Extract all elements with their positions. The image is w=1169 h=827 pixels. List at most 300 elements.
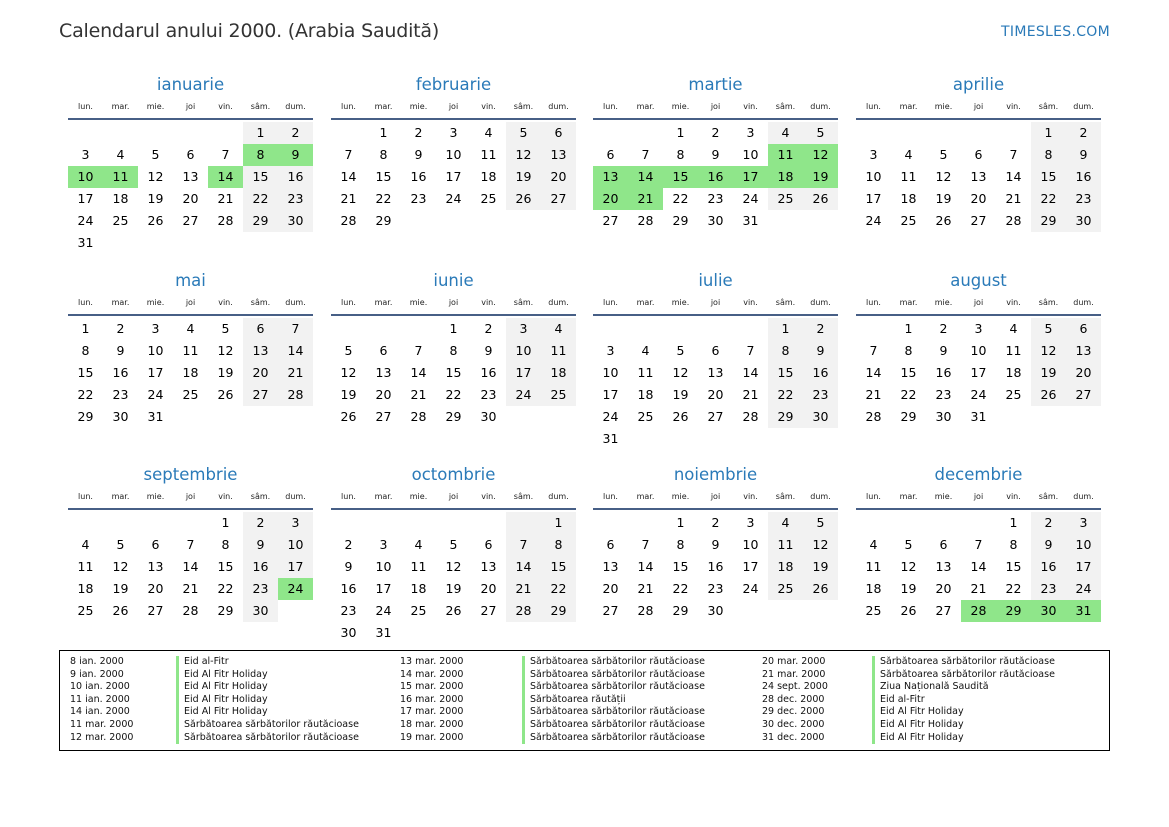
- day-cell[interactable]: 3: [746, 125, 755, 140]
- day-cell[interactable]: 19: [340, 387, 357, 402]
- day-cell[interactable]: 5: [803, 122, 838, 144]
- day-cell[interactable]: 14: [1005, 169, 1022, 184]
- day-cell[interactable]: 24: [865, 213, 882, 228]
- day-cell[interactable]: 3: [746, 515, 755, 530]
- day-cell[interactable]: 16: [707, 559, 724, 574]
- day-cell[interactable]: 31: [1066, 600, 1101, 622]
- day-cell[interactable]: 8: [449, 343, 458, 358]
- day-cell[interactable]: 28: [865, 409, 882, 424]
- day-cell[interactable]: 7: [186, 537, 195, 552]
- day-cell[interactable]: 15: [77, 365, 94, 380]
- day-cell[interactable]: 29: [445, 409, 462, 424]
- day-cell[interactable]: 28: [742, 409, 759, 424]
- day-cell[interactable]: 21: [970, 581, 987, 596]
- day-cell[interactable]: 8: [81, 343, 90, 358]
- day-cell[interactable]: 11: [77, 559, 94, 574]
- day-cell[interactable]: 4: [768, 122, 803, 144]
- day-cell[interactable]: 14: [742, 365, 759, 380]
- day-cell[interactable]: 29: [243, 210, 278, 232]
- day-cell[interactable]: 3: [869, 147, 878, 162]
- day-cell[interactable]: 27: [970, 213, 987, 228]
- day-cell[interactable]: 1: [243, 122, 278, 144]
- day-cell[interactable]: 18: [865, 581, 882, 596]
- day-cell[interactable]: 26: [217, 387, 234, 402]
- day-cell[interactable]: 22: [243, 188, 278, 210]
- day-cell[interactable]: 11: [865, 559, 882, 574]
- day-cell[interactable]: 11: [182, 343, 199, 358]
- day-cell[interactable]: 6: [541, 122, 576, 144]
- day-cell[interactable]: 9: [344, 559, 353, 574]
- day-cell[interactable]: 17: [602, 387, 619, 402]
- day-cell[interactable]: 9: [116, 343, 125, 358]
- day-cell[interactable]: 3: [278, 512, 313, 534]
- day-cell[interactable]: 18: [637, 387, 654, 402]
- day-cell[interactable]: 31: [375, 625, 392, 640]
- day-cell[interactable]: 5: [344, 343, 353, 358]
- day-cell[interactable]: 8: [1031, 144, 1066, 166]
- day-cell[interactable]: 9: [711, 147, 720, 162]
- day-cell[interactable]: 3: [606, 343, 615, 358]
- day-cell[interactable]: 20: [375, 387, 392, 402]
- day-cell[interactable]: 15: [768, 362, 803, 384]
- day-cell[interactable]: 21: [340, 191, 357, 206]
- day-cell[interactable]: 3: [974, 321, 983, 336]
- day-cell[interactable]: 27: [375, 409, 392, 424]
- day-cell[interactable]: 2: [484, 321, 493, 336]
- day-cell[interactable]: 8: [541, 534, 576, 556]
- day-cell[interactable]: 2: [711, 125, 720, 140]
- day-cell[interactable]: 8: [676, 147, 685, 162]
- day-cell[interactable]: 16: [278, 166, 313, 188]
- day-cell[interactable]: 11: [541, 340, 576, 362]
- day-cell[interactable]: 12: [803, 534, 838, 556]
- day-cell[interactable]: 7: [278, 318, 313, 340]
- day-cell[interactable]: 3: [81, 147, 90, 162]
- day-cell[interactable]: 6: [1066, 318, 1101, 340]
- day-cell[interactable]: 7: [746, 343, 755, 358]
- day-cell[interactable]: 4: [484, 125, 493, 140]
- day-cell[interactable]: 28: [278, 384, 313, 406]
- day-cell[interactable]: 15: [445, 365, 462, 380]
- day-cell[interactable]: 22: [445, 387, 462, 402]
- day-cell[interactable]: 17: [742, 559, 759, 574]
- day-cell[interactable]: 17: [147, 365, 164, 380]
- day-cell[interactable]: 9: [278, 144, 313, 166]
- day-cell[interactable]: 16: [803, 362, 838, 384]
- day-cell[interactable]: 29: [1031, 210, 1066, 232]
- day-cell[interactable]: 7: [221, 147, 230, 162]
- day-cell[interactable]: 14: [970, 559, 987, 574]
- day-cell[interactable]: 11: [103, 166, 138, 188]
- day-cell[interactable]: 10: [506, 340, 541, 362]
- day-cell[interactable]: 4: [541, 318, 576, 340]
- day-cell[interactable]: 11: [768, 144, 803, 166]
- day-cell[interactable]: 2: [803, 318, 838, 340]
- day-cell[interactable]: 9: [939, 343, 948, 358]
- day-cell[interactable]: 8: [904, 343, 913, 358]
- day-cell[interactable]: 27: [602, 603, 619, 618]
- day-cell[interactable]: 29: [541, 600, 576, 622]
- day-cell[interactable]: 15: [900, 365, 917, 380]
- day-cell[interactable]: 20: [970, 191, 987, 206]
- day-cell[interactable]: 25: [541, 384, 576, 406]
- day-cell[interactable]: 13: [182, 169, 199, 184]
- day-cell[interactable]: 29: [768, 406, 803, 428]
- day-cell[interactable]: 20: [593, 188, 628, 210]
- day-cell[interactable]: 23: [243, 578, 278, 600]
- day-cell[interactable]: 24: [742, 191, 759, 206]
- day-cell[interactable]: 28: [340, 213, 357, 228]
- day-cell[interactable]: 10: [1066, 534, 1101, 556]
- day-cell[interactable]: 22: [1005, 581, 1022, 596]
- day-cell[interactable]: 13: [970, 169, 987, 184]
- day-cell[interactable]: 25: [1005, 387, 1022, 402]
- day-cell[interactable]: 12: [147, 169, 164, 184]
- day-cell[interactable]: 21: [1005, 191, 1022, 206]
- day-cell[interactable]: 17: [506, 362, 541, 384]
- day-cell[interactable]: 4: [116, 147, 125, 162]
- day-cell[interactable]: 14: [182, 559, 199, 574]
- day-cell[interactable]: 2: [243, 512, 278, 534]
- day-cell[interactable]: 23: [1066, 188, 1101, 210]
- day-cell[interactable]: 14: [506, 556, 541, 578]
- day-cell[interactable]: 24: [506, 384, 541, 406]
- day-cell[interactable]: 14: [340, 169, 357, 184]
- day-cell[interactable]: 19: [900, 581, 917, 596]
- day-cell[interactable]: 23: [480, 387, 497, 402]
- day-cell[interactable]: 15: [243, 166, 278, 188]
- day-cell[interactable]: 1: [81, 321, 90, 336]
- day-cell[interactable]: 21: [278, 362, 313, 384]
- day-cell[interactable]: 18: [1005, 365, 1022, 380]
- day-cell[interactable]: 4: [869, 537, 878, 552]
- day-cell[interactable]: 24: [742, 581, 759, 596]
- day-cell[interactable]: 10: [68, 166, 103, 188]
- day-cell[interactable]: 23: [278, 188, 313, 210]
- day-cell[interactable]: 28: [506, 600, 541, 622]
- day-cell[interactable]: 8: [1009, 537, 1018, 552]
- day-cell[interactable]: 13: [375, 365, 392, 380]
- day-cell[interactable]: 13: [541, 144, 576, 166]
- day-cell[interactable]: 16: [410, 169, 427, 184]
- day-cell[interactable]: 18: [480, 169, 497, 184]
- day-cell[interactable]: 5: [116, 537, 125, 552]
- day-cell[interactable]: 26: [1031, 384, 1066, 406]
- day-cell[interactable]: 25: [77, 603, 94, 618]
- day-cell[interactable]: 13: [707, 365, 724, 380]
- day-cell[interactable]: 15: [375, 169, 392, 184]
- day-cell[interactable]: 1: [449, 321, 458, 336]
- day-cell[interactable]: 6: [606, 537, 615, 552]
- day-cell[interactable]: 16: [935, 365, 952, 380]
- day-cell[interactable]: 14: [865, 365, 882, 380]
- day-cell[interactable]: 24: [1066, 578, 1101, 600]
- day-cell[interactable]: 5: [803, 512, 838, 534]
- day-cell[interactable]: 4: [768, 512, 803, 534]
- day-cell[interactable]: 26: [506, 188, 541, 210]
- day-cell[interactable]: 21: [865, 387, 882, 402]
- day-cell[interactable]: 16: [1031, 556, 1066, 578]
- day-cell[interactable]: 22: [375, 191, 392, 206]
- day-cell[interactable]: 16: [698, 166, 733, 188]
- day-cell[interactable]: 28: [961, 600, 996, 622]
- day-cell[interactable]: 27: [707, 409, 724, 424]
- day-cell[interactable]: 6: [186, 147, 195, 162]
- day-cell[interactable]: 26: [803, 578, 838, 600]
- day-cell[interactable]: 6: [939, 537, 948, 552]
- day-cell[interactable]: 29: [900, 409, 917, 424]
- day-cell[interactable]: 23: [112, 387, 129, 402]
- day-cell[interactable]: 24: [445, 191, 462, 206]
- day-cell[interactable]: 25: [112, 213, 129, 228]
- day-cell[interactable]: 23: [1031, 578, 1066, 600]
- day-cell[interactable]: 7: [869, 343, 878, 358]
- day-cell[interactable]: 30: [340, 625, 357, 640]
- day-cell[interactable]: 7: [344, 147, 353, 162]
- day-cell[interactable]: 26: [147, 213, 164, 228]
- day-cell[interactable]: 2: [1031, 512, 1066, 534]
- day-cell[interactable]: 3: [379, 537, 388, 552]
- day-cell[interactable]: 29: [217, 603, 234, 618]
- day-cell[interactable]: 22: [77, 387, 94, 402]
- day-cell[interactable]: 23: [410, 191, 427, 206]
- day-cell[interactable]: 27: [1066, 384, 1101, 406]
- day-cell[interactable]: 29: [375, 213, 392, 228]
- day-cell[interactable]: 19: [935, 191, 952, 206]
- day-cell[interactable]: 4: [414, 537, 423, 552]
- day-cell[interactable]: 1: [379, 125, 388, 140]
- day-cell[interactable]: 12: [1031, 340, 1066, 362]
- day-cell[interactable]: 30: [803, 406, 838, 428]
- day-cell[interactable]: 9: [484, 343, 493, 358]
- day-cell[interactable]: 3: [1066, 512, 1101, 534]
- day-cell[interactable]: 2: [278, 122, 313, 144]
- day-cell[interactable]: 10: [375, 559, 392, 574]
- day-cell[interactable]: 26: [672, 409, 689, 424]
- day-cell[interactable]: 1: [221, 515, 230, 530]
- day-cell[interactable]: 28: [1005, 213, 1022, 228]
- day-cell[interactable]: 26: [112, 603, 129, 618]
- day-cell[interactable]: 21: [742, 387, 759, 402]
- day-cell[interactable]: 30: [243, 600, 278, 622]
- day-cell[interactable]: 8: [676, 537, 685, 552]
- day-cell[interactable]: 25: [865, 603, 882, 618]
- day-cell[interactable]: 18: [77, 581, 94, 596]
- day-cell[interactable]: 6: [606, 147, 615, 162]
- day-cell[interactable]: 27: [182, 213, 199, 228]
- day-cell[interactable]: 6: [974, 147, 983, 162]
- day-cell[interactable]: 7: [974, 537, 983, 552]
- day-cell[interactable]: 19: [506, 166, 541, 188]
- day-cell[interactable]: 30: [1066, 210, 1101, 232]
- day-cell[interactable]: 25: [768, 188, 803, 210]
- day-cell[interactable]: 4: [81, 537, 90, 552]
- day-cell[interactable]: 19: [672, 387, 689, 402]
- day-cell[interactable]: 11: [768, 534, 803, 556]
- day-cell[interactable]: 30: [278, 210, 313, 232]
- day-cell[interactable]: 11: [480, 147, 497, 162]
- day-cell[interactable]: 1: [768, 318, 803, 340]
- day-cell[interactable]: 6: [484, 537, 493, 552]
- day-cell[interactable]: 1: [1031, 122, 1066, 144]
- day-cell[interactable]: 20: [935, 581, 952, 596]
- day-cell[interactable]: 12: [935, 169, 952, 184]
- day-cell[interactable]: 18: [410, 581, 427, 596]
- day-cell[interactable]: 27: [935, 603, 952, 618]
- day-cell[interactable]: 12: [803, 144, 838, 166]
- day-cell[interactable]: 12: [112, 559, 129, 574]
- brand-link[interactable]: TIMESLES.COM: [1001, 24, 1110, 40]
- day-cell[interactable]: 15: [672, 559, 689, 574]
- day-cell[interactable]: 29: [672, 213, 689, 228]
- day-cell[interactable]: 4: [186, 321, 195, 336]
- day-cell[interactable]: 12: [672, 365, 689, 380]
- day-cell[interactable]: 23: [340, 603, 357, 618]
- day-cell[interactable]: 24: [375, 603, 392, 618]
- day-cell[interactable]: 2: [1066, 122, 1101, 144]
- day-cell[interactable]: 12: [506, 144, 541, 166]
- day-cell[interactable]: 5: [221, 321, 230, 336]
- day-cell[interactable]: 23: [935, 387, 952, 402]
- day-cell[interactable]: 21: [637, 581, 654, 596]
- day-cell[interactable]: 20: [147, 581, 164, 596]
- day-cell[interactable]: 10: [147, 343, 164, 358]
- day-cell[interactable]: 7: [641, 147, 650, 162]
- day-cell[interactable]: 30: [480, 409, 497, 424]
- day-cell[interactable]: 5: [151, 147, 160, 162]
- day-cell[interactable]: 26: [445, 603, 462, 618]
- day-cell[interactable]: 25: [768, 578, 803, 600]
- day-cell[interactable]: 29: [996, 600, 1031, 622]
- day-cell[interactable]: 7: [641, 537, 650, 552]
- day-cell[interactable]: 17: [278, 556, 313, 578]
- day-cell[interactable]: 3: [506, 318, 541, 340]
- day-cell[interactable]: 15: [1005, 559, 1022, 574]
- day-cell[interactable]: 25: [410, 603, 427, 618]
- day-cell[interactable]: 30: [1031, 600, 1066, 622]
- day-cell[interactable]: 8: [379, 147, 388, 162]
- day-cell[interactable]: 8: [243, 144, 278, 166]
- day-cell[interactable]: 17: [445, 169, 462, 184]
- day-cell[interactable]: 7: [506, 534, 541, 556]
- day-cell[interactable]: 10: [742, 537, 759, 552]
- day-cell[interactable]: 2: [711, 515, 720, 530]
- day-cell[interactable]: 13: [602, 559, 619, 574]
- day-cell[interactable]: 28: [637, 603, 654, 618]
- day-cell[interactable]: 26: [803, 188, 838, 210]
- day-cell[interactable]: 19: [1031, 362, 1066, 384]
- day-cell[interactable]: 1: [904, 321, 913, 336]
- day-cell[interactable]: 19: [445, 581, 462, 596]
- day-cell[interactable]: 24: [77, 213, 94, 228]
- day-cell[interactable]: 10: [742, 147, 759, 162]
- day-cell[interactable]: 12: [900, 559, 917, 574]
- day-cell[interactable]: 8: [768, 340, 803, 362]
- day-cell[interactable]: 7: [1009, 147, 1018, 162]
- day-cell[interactable]: 9: [711, 537, 720, 552]
- day-cell[interactable]: 1: [541, 512, 576, 534]
- day-cell[interactable]: 22: [900, 387, 917, 402]
- day-cell[interactable]: 10: [865, 169, 882, 184]
- day-cell[interactable]: 18: [768, 166, 803, 188]
- day-cell[interactable]: 22: [217, 581, 234, 596]
- day-cell[interactable]: 26: [340, 409, 357, 424]
- day-cell[interactable]: 20: [1066, 362, 1101, 384]
- day-cell[interactable]: 17: [1066, 556, 1101, 578]
- day-cell[interactable]: 30: [707, 603, 724, 618]
- day-cell[interactable]: 19: [147, 191, 164, 206]
- day-cell[interactable]: 20: [182, 191, 199, 206]
- day-cell[interactable]: 19: [217, 365, 234, 380]
- day-cell[interactable]: 1: [1009, 515, 1018, 530]
- day-cell[interactable]: 21: [182, 581, 199, 596]
- day-cell[interactable]: 25: [480, 191, 497, 206]
- day-cell[interactable]: 16: [480, 365, 497, 380]
- day-cell[interactable]: 17: [375, 581, 392, 596]
- day-cell[interactable]: 13: [243, 340, 278, 362]
- day-cell[interactable]: 1: [676, 125, 685, 140]
- day-cell[interactable]: 24: [278, 578, 313, 600]
- day-cell[interactable]: 26: [935, 213, 952, 228]
- day-cell[interactable]: 20: [541, 166, 576, 188]
- day-cell[interactable]: 13: [147, 559, 164, 574]
- day-cell[interactable]: 5: [449, 537, 458, 552]
- day-cell[interactable]: 15: [217, 559, 234, 574]
- day-cell[interactable]: 25: [637, 409, 654, 424]
- day-cell[interactable]: 29: [672, 603, 689, 618]
- day-cell[interactable]: 20: [480, 581, 497, 596]
- day-cell[interactable]: 27: [541, 188, 576, 210]
- day-cell[interactable]: 12: [340, 365, 357, 380]
- day-cell[interactable]: 31: [602, 431, 619, 446]
- day-cell[interactable]: 4: [1009, 321, 1018, 336]
- day-cell[interactable]: 19: [803, 556, 838, 578]
- day-cell[interactable]: 24: [147, 387, 164, 402]
- day-cell[interactable]: 27: [602, 213, 619, 228]
- day-cell[interactable]: 2: [344, 537, 353, 552]
- day-cell[interactable]: 31: [970, 409, 987, 424]
- day-cell[interactable]: 11: [410, 559, 427, 574]
- day-cell[interactable]: 28: [217, 213, 234, 228]
- day-cell[interactable]: 5: [939, 147, 948, 162]
- day-cell[interactable]: 25: [182, 387, 199, 402]
- day-cell[interactable]: 24: [970, 387, 987, 402]
- day-cell[interactable]: 9: [1066, 144, 1101, 166]
- day-cell[interactable]: 17: [865, 191, 882, 206]
- day-cell[interactable]: 12: [445, 559, 462, 574]
- day-cell[interactable]: 31: [147, 409, 164, 424]
- day-cell[interactable]: 18: [900, 191, 917, 206]
- day-cell[interactable]: 10: [602, 365, 619, 380]
- day-cell[interactable]: 27: [147, 603, 164, 618]
- day-cell[interactable]: 2: [414, 125, 423, 140]
- day-cell[interactable]: 16: [112, 365, 129, 380]
- day-cell[interactable]: 16: [1066, 166, 1101, 188]
- day-cell[interactable]: 5: [904, 537, 913, 552]
- day-cell[interactable]: 23: [707, 581, 724, 596]
- day-cell[interactable]: 6: [711, 343, 720, 358]
- day-cell[interactable]: 15: [541, 556, 576, 578]
- day-cell[interactable]: 12: [217, 343, 234, 358]
- day-cell[interactable]: 20: [243, 362, 278, 384]
- day-cell[interactable]: 30: [112, 409, 129, 424]
- day-cell[interactable]: 5: [506, 122, 541, 144]
- day-cell[interactable]: 5: [1031, 318, 1066, 340]
- day-cell[interactable]: 21: [506, 578, 541, 600]
- day-cell[interactable]: 31: [742, 213, 759, 228]
- day-cell[interactable]: 20: [602, 581, 619, 596]
- day-cell[interactable]: 14: [208, 166, 243, 188]
